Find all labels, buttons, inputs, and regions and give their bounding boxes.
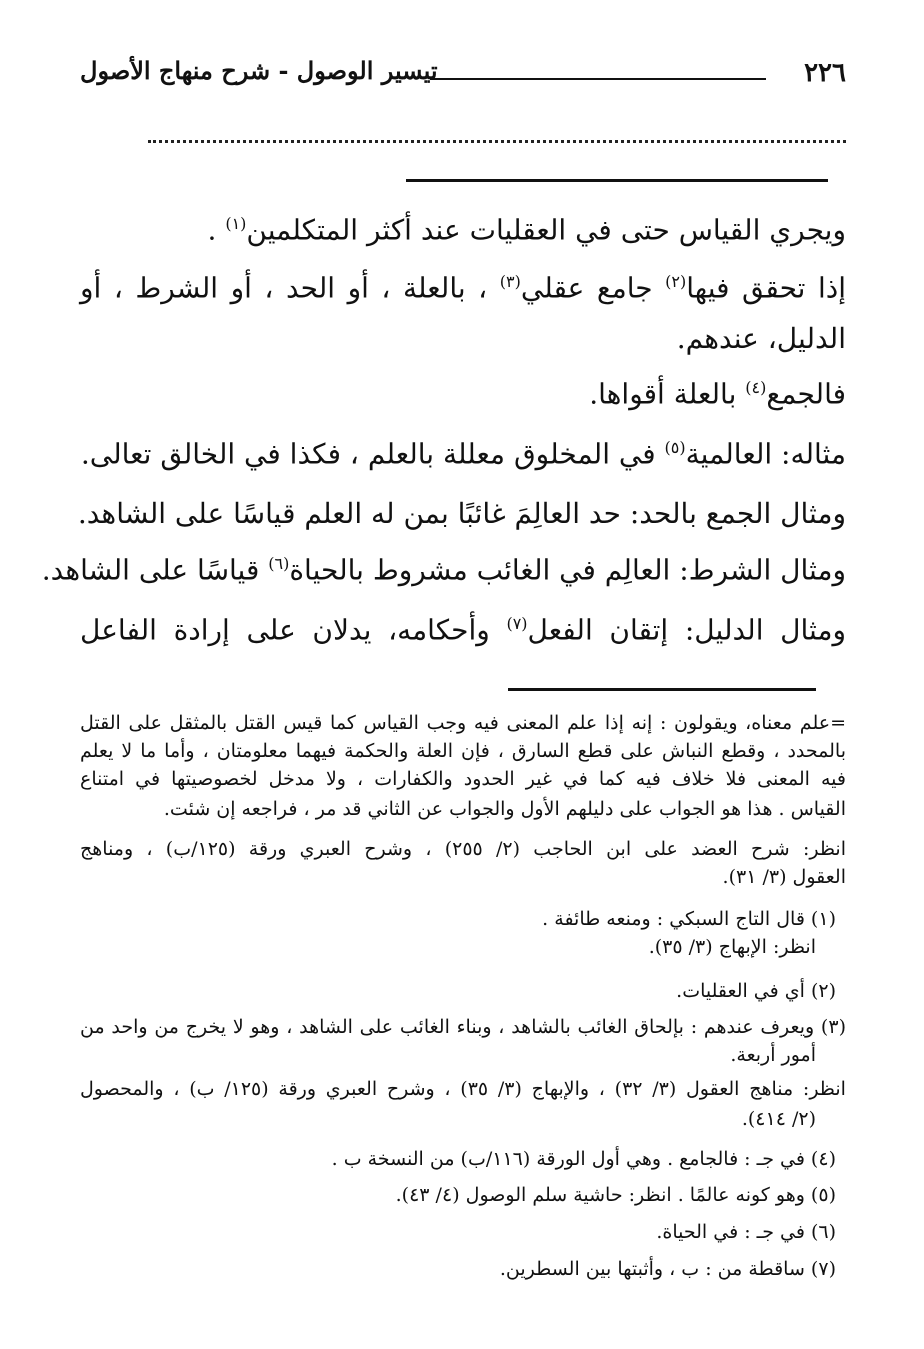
footnote-1-ref: انظر: الإبهاج (٣/ ٣٥). — [648, 936, 816, 958]
body-line-7: ومثال الشرط: العالِم في الغائب مشروط بالحياة$^{(٦)}$ قياسًا على الشاهد. — [41, 553, 846, 587]
body-line-3: الدليل، عندهم. — [676, 322, 846, 355]
footnote-4: (٤) في جـ : فالجامع . وهي أول الورقة (١١٦/ب) من النسخة ب . — [331, 1148, 836, 1170]
body-line-2: إذا تحقق فيها$^{(٢)}$ جامع عقلي$^{(٣)}$ ، بالعلة ، أو الحد ، أو الشرط ، أو — [80, 271, 847, 305]
body-line-1: ويجري القياس حتى في العقليات عند أكثر المتكلمين$^{(١)}$ . — [207, 213, 846, 247]
body-line-5: مثاله: العالمية$^{(٥)}$ في المخلوق معللة بالعلم ، فكذا في الخالق تعالى. — [80, 437, 846, 471]
footnote-line: انظر: شرح العضد على ابن الحاجب (٢/ ٢٥٥) ، وشرح العبري ورقة (١٢٥/ب) ، ومناهج — [80, 838, 846, 860]
footnote-1: (١) قال التاج السبكي : ومنعه طائفة . — [542, 908, 836, 930]
footnote-line: =علم معناه، ويقولون : إنه إذا علم المعنى فيه وجب القياس كما قيس القتل بالمثقل على القتل — [80, 712, 846, 734]
footnote-rule — [508, 688, 816, 691]
footnote-line: العقول (٣/ ٣١). — [722, 866, 846, 888]
footnote-3-ref: انظر: مناهج العقول (٣/ ٣٢) ، والإبهاج (٣/ ٣٥) ، وشرح العبري ورقة (١٢٥/ ب) ، والمحصول — [80, 1078, 846, 1100]
body-line-6: ومثال الجمع بالحد: حد العالِمَ غائبًا بمن له العلم قياسًا على الشاهد. — [77, 497, 846, 530]
header-rule — [430, 78, 766, 80]
body-line-8: ومثال الدليل: إتقان الفعل$^{(٧)}$ وأحكامه، يدلان على إرادة الفاعل — [80, 613, 846, 647]
dotted-separator — [148, 140, 846, 143]
footnote-3-cont: أمور أربعة. — [730, 1044, 816, 1066]
footnote-2: (٢) أي في العقليات. — [676, 980, 836, 1002]
page-number: ٢٢٦ — [804, 58, 846, 88]
running-title: تيسير الوصول - شرح منهاج الأصول — [80, 56, 438, 85]
body-line-4: فالجمع$^{(٤)}$ بالعلة أقواها. — [589, 377, 846, 411]
footnote-3: (٣) ويعرف عندهم : بإلحاق الغائب بالشاهد ، وبناء الغائب على الشاهد ، وهو لا يخرج من واحد من — [80, 1016, 846, 1038]
footnote-line: القياس . هذا هو الجواب على دليلهم الأول والجواب عن الثاني قد مر ، فراجعه إن شئت. — [163, 798, 846, 820]
footnote-3-ref-cont: (٢/ ٤١٤). — [741, 1108, 816, 1130]
footnote-6: (٦) في جـ : في الحياة. — [656, 1221, 836, 1243]
footnote-line: فيه المعنى فلا خلاف فيه كما في غير الحدود والكفارات ، ولا مدخل لخصوصيتها في امتناع — [80, 768, 846, 790]
footnote-line: بالمحدد ، وقطع النباش على قطع السارق ، فإن العلة والحكمة فيهما معلومتان ، وأما ما لا يعلم — [80, 740, 846, 762]
footnote-5: (٥) وهو كونه عالمًا . انظر: حاشية سلم الوصول (٤/ ٤٣). — [395, 1184, 836, 1206]
section-rule — [406, 179, 828, 182]
footnote-7: (٧) ساقطة من : ب ، وأثبتها بين السطرين. — [499, 1258, 836, 1280]
